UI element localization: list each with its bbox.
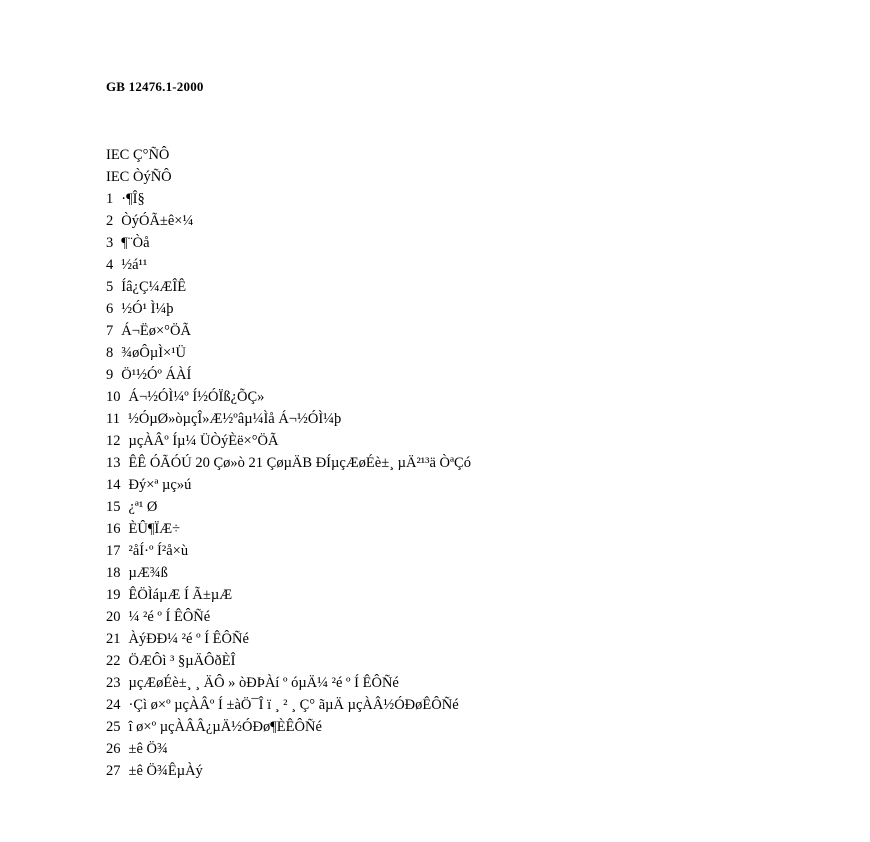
toc-item-title: µçÆøÉè±¸ ¸ ÄÔ » òÐÞÀí º óµÄ¼ ²é º Í ÊÔÑé xyxy=(128,675,399,691)
toc-item-title: ¿ª¹ Ø xyxy=(128,499,158,515)
toc-item xyxy=(106,254,826,276)
toc-item-title: ÖÆÔì ³ §µÄÔðÈÎ xyxy=(128,653,236,669)
toc-item xyxy=(106,342,826,364)
toc-item xyxy=(106,760,826,782)
toc-item-number: 25 xyxy=(106,719,121,735)
toc-item-title: ½á¹¹ xyxy=(121,257,148,273)
toc-item-title: ·¶Î§ xyxy=(121,191,145,207)
toc-item-title: ±ê Ö¾ xyxy=(128,741,168,757)
toc-item-number: 7 xyxy=(106,323,114,339)
toc-item xyxy=(106,606,826,628)
toc-item-title: ÊÊ ÓÃÓÚ 20 Çø»ò 21 ÇøµÄB ÐÍµçÆøÉè±¸ µÄ²¹³ä ÒªÇó xyxy=(128,455,471,471)
toc-item xyxy=(106,386,826,408)
toc-item xyxy=(106,232,826,254)
toc-item-number: 27 xyxy=(106,763,121,779)
toc-item-number: 23 xyxy=(106,675,121,691)
toc-item xyxy=(106,628,826,650)
toc-item-title: ÊÖÌáµÆ Í Ã±µÆ xyxy=(128,587,233,603)
toc-item-number: 13 xyxy=(106,455,121,471)
toc-item-title: ÀýÐÐ¼ ²é º Í ÊÔÑé xyxy=(128,631,249,647)
table-of-contents xyxy=(106,144,826,782)
toc-item-title: ¾øÔµÌ×¹Ü xyxy=(121,345,187,361)
toc-item-number: 10 xyxy=(106,389,121,405)
toc-item-number: 3 xyxy=(106,235,114,251)
toc-item-number: 5 xyxy=(106,279,114,295)
toc-item-number: 9 xyxy=(106,367,114,383)
toc-item-number: 4 xyxy=(106,257,114,273)
toc-item xyxy=(106,298,826,320)
toc-item xyxy=(106,430,826,452)
document-header: GB 12476.1-2000 xyxy=(106,79,204,94)
toc-item xyxy=(106,496,826,518)
toc-item-number: 14 xyxy=(106,477,121,493)
toc-item-number: 15 xyxy=(106,499,121,515)
toc-item xyxy=(106,320,826,342)
toc-item xyxy=(106,738,826,760)
toc-item-title: Ðý×ª µç»ú xyxy=(128,477,192,493)
toc-item-title: ¼ ²é º Í ÊÔÑé xyxy=(128,609,211,625)
toc-item xyxy=(106,408,826,430)
toc-item-number: 2 xyxy=(106,213,114,229)
toc-item-title: µçÀÂº Íµ¼ ÜÒýÈë×°ÖÃ xyxy=(128,433,279,449)
toc-item-number: 22 xyxy=(106,653,121,669)
toc-item-number: 1 xyxy=(106,191,114,207)
toc-item xyxy=(106,716,826,738)
toc-item-title: Íâ¿Ç¼ÆÎÊ xyxy=(121,279,187,295)
toc-item-number: 16 xyxy=(106,521,121,537)
toc-item-title: î ø×º µçÀÂÂ¿µÄ½ÓÐø¶ÈÊÔÑé xyxy=(128,719,322,735)
toc-item-number: 19 xyxy=(106,587,121,603)
toc-item-number: 11 xyxy=(106,411,120,427)
toc-item xyxy=(106,672,826,694)
toc-item-title: ÒýÓÃ±ê×¼ xyxy=(121,213,194,229)
toc-item xyxy=(106,188,826,210)
toc-item xyxy=(106,276,826,298)
toc-item-title: ½Ó¹ Ì¼þ xyxy=(121,301,174,317)
toc-item-title: ½ÓµØ»òµçÎ»Æ½ºâµ¼Ìå Á¬½ÓÌ¼þ xyxy=(127,411,342,427)
toc-item-title: Ö¹½Óº ÁÀÍ xyxy=(121,367,192,383)
toc-item-number: 12 xyxy=(106,433,121,449)
toc-item-number: 21 xyxy=(106,631,121,647)
toc-item xyxy=(106,584,826,606)
toc-item-title: µÆ¾ß xyxy=(128,565,168,581)
toc-item-title: Á¬½ÓÌ¼º Í½ÓÏß¿ÕÇ» xyxy=(128,389,265,405)
toc-item-title: ¶¨Òå xyxy=(121,235,150,251)
toc-item-title: ·Çì ø×º µçÀÂº Í ±àÖ¯Î ï ¸ ² ¸ Ç° ãµÄ µçÀÂ½ÓÐøÊÔÑé xyxy=(128,697,459,713)
toc-item-title: ±ê Ö¾ÊµÀý xyxy=(128,763,203,779)
toc-item xyxy=(106,562,826,584)
toc-item-title: Á¬Ëø×°ÖÃ xyxy=(121,323,191,339)
toc-item-title: ÈÛ¶ÏÆ÷ xyxy=(128,521,181,537)
toc-item-number: 17 xyxy=(106,543,121,559)
toc-lead-line: IEC ÒýÑÔ xyxy=(106,169,172,185)
toc-lead-line: IEC Ç°ÑÔ xyxy=(106,147,170,163)
toc-item-number: 6 xyxy=(106,301,114,317)
toc-item xyxy=(106,210,826,232)
toc-item xyxy=(106,474,826,496)
toc-item xyxy=(106,694,826,716)
toc-item-number: 18 xyxy=(106,565,121,581)
toc-item-number: 26 xyxy=(106,741,121,757)
toc-item-list xyxy=(106,188,826,782)
toc-item-title: ²åÍ·º Í²å×ù xyxy=(128,543,189,559)
toc-item-number: 8 xyxy=(106,345,114,361)
toc-item xyxy=(106,452,826,474)
toc-item-number: 20 xyxy=(106,609,121,625)
toc-item-number: 24 xyxy=(106,697,121,713)
toc-item xyxy=(106,540,826,562)
toc-item xyxy=(106,364,826,386)
toc-item xyxy=(106,518,826,540)
toc-item xyxy=(106,650,826,672)
